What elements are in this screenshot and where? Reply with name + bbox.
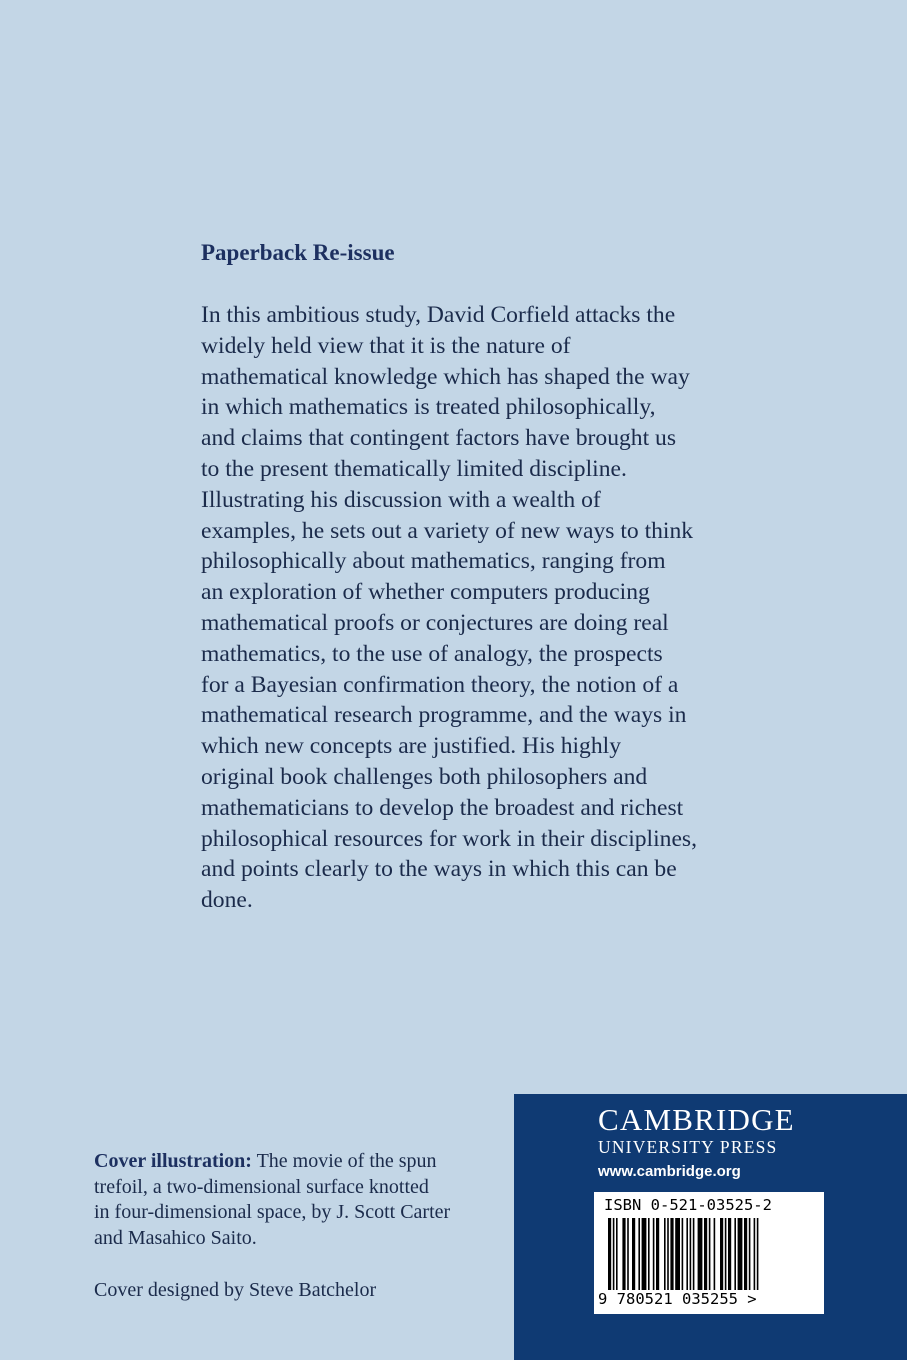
barcode-bar	[656, 1218, 659, 1290]
description-line: which new concepts are justified. His highly	[201, 733, 621, 760]
description-line: philosophically about mathematics, ranging from	[201, 548, 666, 575]
barcode-bar	[632, 1218, 635, 1290]
description-line: in which mathematics is treated philosophically,	[201, 394, 656, 421]
description-line: and points clearly to the ways in which this can be	[201, 856, 677, 883]
credit-line-1	[94, 1149, 504, 1175]
barcode-bar	[693, 1218, 695, 1290]
credit-line: and Masahico Saito.	[94, 1226, 257, 1249]
barcode-bar	[734, 1218, 736, 1290]
description-line: mathematicians to develop the broadest and richest	[201, 794, 684, 821]
barcode-bar	[664, 1218, 666, 1290]
publisher-panel	[514, 1094, 907, 1360]
description-line: for a Bayesian confirmation theory, the notion of a	[201, 671, 679, 698]
credit-line: in four-dimensional space, by J. Scott Carter	[94, 1201, 451, 1224]
barcode-bar	[728, 1218, 731, 1290]
barcode-bar	[725, 1218, 727, 1290]
barcode-bar	[720, 1218, 723, 1290]
description-line: done.	[201, 887, 253, 914]
barcode-bar	[627, 1218, 629, 1290]
description-line: examples, he sets out a variety of new ways to think	[201, 517, 694, 544]
barcode-bar	[744, 1218, 747, 1290]
barcode-bar	[757, 1218, 759, 1290]
book-description	[201, 300, 721, 916]
barcode-bar	[670, 1218, 673, 1290]
description-line: to the present thematically limited discipline.	[201, 455, 627, 482]
credit-line: trefoil, a two-dimensional surface knotted	[94, 1175, 429, 1198]
barcode-bar	[714, 1218, 716, 1290]
description-line: philosophical resources for work in their disciplines,	[201, 825, 698, 852]
barcode-bar	[754, 1218, 756, 1290]
description-line: Illustrating his discussion with a wealth of	[201, 486, 601, 513]
barcode-bar	[682, 1218, 684, 1290]
barcode-bar	[613, 1218, 615, 1290]
barcode-bar	[608, 1218, 611, 1290]
description-line: In this ambitious study, David Corfield attacks the	[201, 302, 676, 328]
designer-credit: Cover designed by Steve Batchelor	[94, 1279, 377, 1301]
isbn-text: ISBN 0-521-03525-2	[604, 1196, 772, 1214]
barcode-bar	[738, 1218, 743, 1290]
barcode-bar	[709, 1218, 711, 1290]
publisher-url: www.cambridge.org	[598, 1163, 741, 1180]
credit-label: Cover illustration:	[94, 1150, 252, 1172]
barcode-bar	[616, 1218, 618, 1290]
barcode-bar	[690, 1218, 692, 1290]
barcode-bar	[686, 1218, 688, 1290]
barcode-box	[594, 1192, 824, 1314]
description-line: and claims that contingent factors have brought us	[201, 425, 677, 452]
section-heading: Paperback Re-issue	[201, 240, 395, 265]
barcode-bar	[648, 1218, 650, 1290]
description-line: widely held view that it is the nature of	[201, 332, 571, 359]
barcode-bar	[622, 1218, 625, 1290]
barcode-bar	[667, 1218, 669, 1290]
description-line: mathematical proofs or conjectures are doing real	[201, 609, 669, 636]
barcode-bar	[642, 1218, 647, 1290]
barcode-digits: 9 780521 035255 >	[598, 1290, 757, 1308]
publisher-name: CAMBRIDGE	[598, 1102, 795, 1137]
credit-text: The movie of the spun	[251, 1150, 437, 1172]
cover-illustration-credit	[94, 1149, 504, 1251]
barcode-bar	[653, 1218, 655, 1290]
description-line: an exploration of whether computers producing	[201, 579, 650, 606]
description-line: mathematical knowledge which has shaped the way	[201, 363, 690, 390]
barcode-icon	[600, 1218, 818, 1290]
description-line: mathematical research programme, and the ways in	[201, 702, 687, 729]
barcode-bar	[698, 1218, 703, 1290]
description-line: mathematics, to the use of analogy, the prospects	[201, 640, 663, 667]
publisher-subtitle: UNIVERSITY PRESS	[598, 1137, 778, 1157]
barcode-bar	[675, 1218, 680, 1290]
barcode-bar	[749, 1218, 751, 1290]
barcode-bar	[638, 1218, 640, 1290]
description-line: original book challenges both philosophers and	[201, 763, 648, 790]
barcode-bar	[704, 1218, 707, 1290]
